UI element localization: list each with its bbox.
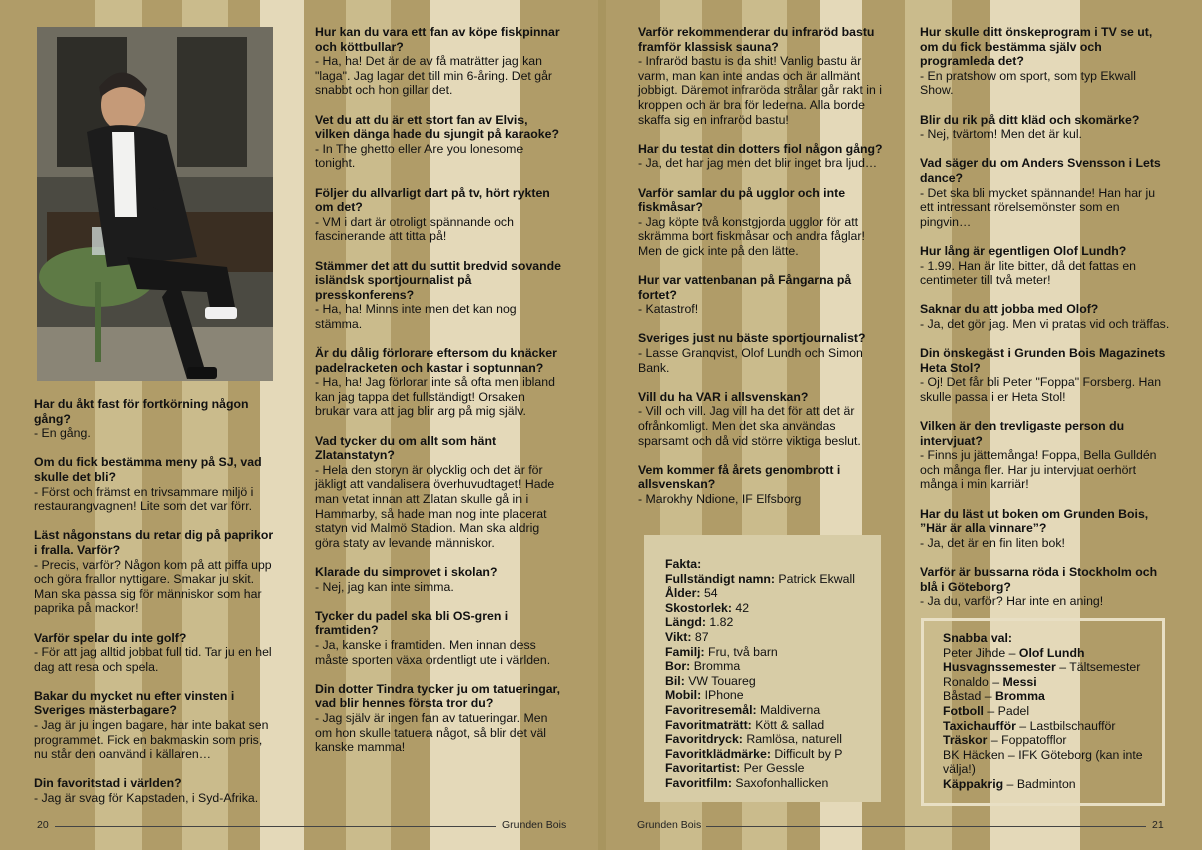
fakta-value: 87 (691, 629, 709, 644)
answer: - Jag är svag för Kapstaden, i Syd-Afrika. (34, 791, 259, 806)
snabba-val-row: Fotboll – Padel (943, 703, 1030, 718)
left-page-number: 20 (37, 819, 49, 831)
answer: - Nej, tvärtom! Men det är kul. (920, 127, 1082, 142)
question: Blir du rik på ditt kläd och skomärke? (920, 112, 1140, 127)
answer: - Vill och vill. Jag vill ha det för att det är ofrånkomligt. Men det ska användas sparsamt och då vid större viktiga beslut. (638, 404, 861, 448)
qa-item (920, 302, 1170, 331)
fakta-label: Bil: (665, 673, 685, 688)
snabba-val-row: Båstad – Bromma (943, 689, 1045, 704)
answer: - En pratshow om sport, som typ Ekwall Show. (920, 68, 1136, 98)
qa-item (315, 346, 561, 419)
question: Varför spelar du inte golf? (34, 630, 187, 645)
option-b: Messi (1002, 674, 1037, 689)
fakta-row (665, 630, 881, 645)
right-column-2 (920, 25, 1170, 623)
qa-item (920, 419, 1170, 492)
option-a: Käppakrig (943, 776, 1004, 791)
question: Stämmer det att du suttit bredvid sovande isländsk sportjournalist på presskonferens? (315, 258, 561, 302)
left-column-2 (315, 25, 561, 769)
question: Sveriges just nu bäste sportjournalist? (638, 331, 866, 346)
fakta-label: Vikt: (665, 629, 692, 644)
fakta-value: Fru, två barn (704, 644, 778, 659)
fakta-row (665, 718, 881, 733)
question: Hur kan du vara ett fan av köpe fiskpinnar och köttbullar? (315, 25, 560, 54)
fakta-label: Bor: (665, 659, 691, 674)
qa-item (920, 346, 1170, 404)
question: Hur skulle ditt önskeprogram i TV se ut, om du fick bestämma själv och programleda det? (920, 25, 1153, 69)
qa-item (34, 631, 278, 675)
fakta-row (665, 703, 881, 718)
snabba-val-heading: Snabba val: (943, 631, 1013, 645)
question: Har du läst ut boken om Grunden Bois, ”Här är alla vinnare”? (920, 506, 1149, 536)
fakta-value: 1.82 (705, 615, 734, 630)
fakta-label: Fullständigt namn: (665, 571, 775, 586)
fakta-row (665, 645, 881, 660)
question: Har du testat din dotters fiol någon gång? (638, 141, 883, 156)
question: Vet du att du är ett stort fan av Elvis, vilken dänga hade du sjungit på karaoke? (315, 112, 559, 142)
fakta-value: Ramlösa, naturell (742, 732, 843, 747)
fakta-label: Ålder: (665, 586, 701, 601)
fakta-heading: Fakta: (665, 557, 702, 571)
qa-item (315, 113, 561, 171)
left-footer-title: Grunden Bois (502, 819, 567, 831)
answer: - Ha, ha! Minns inte men det kan nog stämma. (315, 302, 517, 331)
qa-item (920, 507, 1170, 551)
question: Hur lång är egentligen Olof Lundh? (920, 243, 1127, 258)
question: Är du dålig förlorare eftersom du knäcker padelracketen och kastar i soptunnan? (315, 346, 557, 375)
question: Vem kommer få årets genombrott i allsvenskan? (638, 462, 841, 492)
question: Din favoritstad i världen? (34, 776, 182, 791)
option-b: IFK Göteborg (kan inte välja!) (943, 747, 1143, 777)
qa-item (34, 397, 278, 441)
fakta-row (665, 586, 881, 601)
qa-item (34, 776, 278, 805)
option-b: Tältsemester (1069, 660, 1141, 675)
snabba-val-row: Peter Jihde – Olof Lundh (943, 645, 1085, 660)
fakta-label: Mobil: (665, 688, 702, 703)
qa-item (638, 25, 886, 127)
qa-item (315, 682, 561, 755)
answer: - Jag själv är ingen fan av tatueringar. Men om hon skulle tatuera något, så blir det väl kanske mamma! (315, 710, 548, 755)
question: Vad säger du om Anders Svensson i Lets dance? (920, 156, 1161, 185)
question: Din dotter Tindra tycker ju om tatueringar, vad blir hennes första tror du? (315, 681, 561, 711)
fakta-row (665, 659, 881, 674)
question: Klarade du simprovet i skolan? (315, 564, 498, 579)
option-b: Badminton (1016, 776, 1076, 791)
option-a: Husvagnssemester (943, 660, 1056, 675)
fakta-value: IPhone (701, 688, 744, 703)
right-footer-rule (706, 826, 1146, 827)
option-a: Båstad (943, 689, 982, 704)
option-a: Taxichaufför (943, 718, 1016, 733)
question: Bakar du mycket nu efter vinsten i Sveriges mästerbagare? (34, 688, 235, 718)
qa-item (638, 463, 886, 507)
question: Hur var vattenbanan på Fångarna på fortet? (638, 273, 852, 302)
question: Vill du ha VAR i allsvenskan? (638, 389, 809, 404)
qa-item (34, 528, 278, 616)
answer: - En gång. (34, 426, 91, 441)
snabba-val-row: Käppakrig – Badminton (943, 776, 1076, 791)
answer: - Ja du, varför? Har inte en aning! (920, 594, 1104, 609)
qa-item (920, 113, 1170, 142)
fakta-row (665, 776, 881, 791)
portrait-illustration (37, 27, 273, 381)
fakta-row (665, 572, 881, 587)
answer: - Ja, det är en fin liten bok! (920, 535, 1065, 550)
fakta-row (665, 688, 881, 703)
option-b: Olof Lundh (1018, 645, 1085, 660)
snabba-val-box (921, 618, 1165, 806)
answer: - Det ska bli mycket spännande! Han har ju ett intressant rörelsemönster som en pingvin… (920, 185, 1156, 229)
question: Vad tycker du om allt som hänt Zlatanstatyn? (315, 433, 497, 463)
answer: - Precis, varför? Någon kom på att piffa upp och göra frallor nyttigare. Smakar ju skit. Man ska passa sig för människor som har paprika på mackor! (34, 557, 272, 616)
option-b: Lastbilschaufför (1029, 718, 1116, 733)
option-b: Padel (997, 703, 1030, 718)
qa-item (315, 25, 561, 98)
right-page-number: 21 (1152, 819, 1164, 831)
question: Varför rekommenderar du infraröd bastu framför klassisk sauna? (638, 25, 875, 54)
answer: - VM i dart är otroligt spännande och fascinerande att titta på! (315, 214, 514, 244)
question: Varför samlar du på ugglor och inte fiskmåsar? (638, 185, 846, 215)
option-a: Peter Jihde (943, 645, 1006, 660)
fakta-value: Difficult by P (770, 746, 843, 761)
answer: - 1.99. Han är lite bitter, då det fattas en centimeter till två meter! (920, 258, 1137, 288)
fakta-label: Familj: (665, 644, 705, 659)
question: Har du åkt fast för fortkörning någon gång? (34, 397, 249, 426)
qa-item (315, 565, 561, 594)
fakta-label: Favoritklädmärke: (665, 746, 771, 761)
question: Din önskegäst i Grunden Bois Magazinets Heta Stol? (920, 346, 1166, 375)
fakta-label: Favoritartist: (665, 761, 741, 776)
fakta-row (665, 747, 881, 762)
answer: - Jag är ju ingen bagare, har inte bakat sen programmet. Fick en bakmaskin som pris, nu står den oanvänd i källaren… (34, 718, 269, 762)
portrait-photo (37, 27, 273, 381)
answer: - Ja, det gör jag. Men vi pratas vid och träffas. (920, 316, 1170, 331)
snabba-val-row: BK Häcken – IFK Göteborg (kan inte välja!) (943, 747, 1143, 777)
fakta-row (665, 761, 881, 776)
qa-item (638, 186, 886, 259)
fakta-value: Patrick Ekwall (774, 571, 855, 586)
answer: - Nej, jag kan inte simma. (315, 579, 454, 594)
page-gutter (598, 0, 606, 850)
answer: - Ja, det har jag men det blir inget bra ljud… (638, 156, 878, 171)
question: Tycker du padel ska bli OS-gren i framtiden? (315, 608, 509, 638)
fakta-row (665, 601, 881, 616)
answer: - Marokhy Ndione, IF Elfsborg (638, 492, 802, 506)
snabba-val-row: Taxichaufför – Lastbilschaufför (943, 718, 1116, 733)
qa-item (638, 142, 886, 171)
fakta-row (665, 615, 881, 630)
fakta-row (665, 732, 881, 747)
qa-item (638, 273, 886, 317)
question: Saknar du att jobba med Olof? (920, 302, 1099, 317)
qa-item (920, 156, 1170, 229)
left-column-1 (34, 397, 278, 820)
option-a: Fotboll (943, 703, 984, 718)
left-footer-rule (55, 826, 496, 827)
fakta-label: Favoritfilm: (665, 775, 732, 790)
qa-item (315, 259, 561, 332)
answer: - För att jag alltid jobbat full tid. Tar ju en hel dag att resa och spela. (34, 645, 272, 674)
fakta-row (665, 674, 881, 689)
fakta-value: Maldiverna (756, 702, 821, 717)
fakta-value: VW Touareg (684, 673, 756, 688)
answer: - Infraröd bastu is da shit! Vanlig bastu är varm, man kan inte andas och är allmänt jobbigt. Däremot infraröda strålar går rakt in i kroppen och är bra för lederna. Alla borde skaffa sig en infraröd bastu! (638, 54, 882, 127)
qa-item (638, 331, 886, 375)
question: Om du fick bestämma meny på SJ, vad skulle det bli? (34, 455, 262, 484)
option-b: Bromma (994, 689, 1045, 704)
question: Följer du allvarligt dart på tv, hört rykten om det? (315, 185, 550, 215)
answer: - Oj! Det får bli Peter "Foppa" Forsberg. Han skulle passa i er Heta Stol! (920, 375, 1162, 404)
answer: - Lasse Granqvist, Olof Lundh och Simon Bank. (638, 346, 863, 375)
option-a: Ronaldo (943, 674, 989, 689)
qa-item (315, 186, 561, 244)
answer: - Ja, kanske i framtiden. Men innan dess måste sporten växa ordentligt ute i världen. (315, 637, 551, 667)
question: Vilken är den trevligaste person du intervjuat? (920, 419, 1125, 448)
fakta-value: Saxofonhallicken (731, 775, 829, 790)
fakta-label: Längd: (665, 615, 706, 630)
qa-item (920, 244, 1170, 288)
qa-item (34, 455, 278, 513)
fakta-box (644, 535, 881, 802)
fakta-value: 54 (700, 586, 718, 601)
qa-item (315, 434, 561, 551)
fakta-value: Kött & sallad (751, 717, 825, 732)
answer: - Ha, ha! Jag förlorar inte så ofta men ibland kan jag tappa det fullständigt! Orsaken brukar vara att jag blir arg på mig själv. (315, 375, 555, 419)
answer: - Först och främst en trivsammare miljö i restaurangvagnen! Lite som det var förr. (34, 484, 254, 514)
snabba-val-list (943, 646, 1162, 792)
qa-item (920, 25, 1170, 98)
fakta-value: 42 (731, 600, 750, 615)
answer: - Katastrof! (638, 302, 699, 317)
qa-item (638, 390, 886, 448)
answer: - Jag köpte två konstgjorda ugglor för att skrämma bort fiskmåsar och andra fåglar! Men de gick inte på den lätte. (638, 214, 865, 258)
fakta-value: Per Gessle (740, 761, 805, 776)
right-column-1 (638, 25, 886, 521)
qa-item (315, 609, 561, 667)
fakta-label: Favoritmaträtt: (665, 717, 752, 732)
answer: - Hela den storyn är olycklig och det är för jäkligt att vandalisera överhuvudtaget! Hade man vetat innan att Zlatan skulle gå in i Hammarby, så hade man nog inte placerat statyn vid Malmö Stadion. Man ska aldrig göra staty av levande människor. (315, 462, 555, 550)
question: Varför är bussarna röda i Stockholm och blå i Göteborg? (920, 564, 1158, 594)
snabba-val-row: Träskor – Foppatofflor (943, 733, 1067, 748)
question: Läst någonstans du retar dig på paprikor i fralla. Varför? (34, 528, 274, 557)
answer: - Ha, ha! Det är de av få maträtter jag kan "laga". Jag lagar det till min 6-åring. Det går snabbt och hon gillar det. (315, 54, 553, 98)
fakta-label: Favoritresemål: (665, 702, 757, 717)
fakta-list (665, 572, 881, 791)
answer: - Finns ju jättemånga! Foppa, Bella Gulldén och många fler. Har ju intervjuat oerhört många i min karriär! (920, 448, 1157, 492)
qa-item (34, 689, 278, 762)
option-a: BK Häcken (943, 747, 1005, 762)
fakta-value: Bromma (690, 659, 741, 674)
option-b: Foppatofflor (1001, 733, 1067, 748)
qa-item (920, 565, 1170, 609)
answer: - In The ghetto eller Are you lonesome tonight. (315, 141, 524, 171)
fakta-label: Favoritdryck: (665, 732, 743, 747)
snabba-val-row: Ronaldo – Messi (943, 674, 1037, 689)
fakta-label: Skostorlek: (665, 600, 732, 615)
right-footer-title: Grunden Bois (637, 819, 702, 831)
snabba-val-row: Husvagnssemester – Tältsemester (943, 660, 1141, 675)
option-a: Träskor (943, 733, 988, 748)
